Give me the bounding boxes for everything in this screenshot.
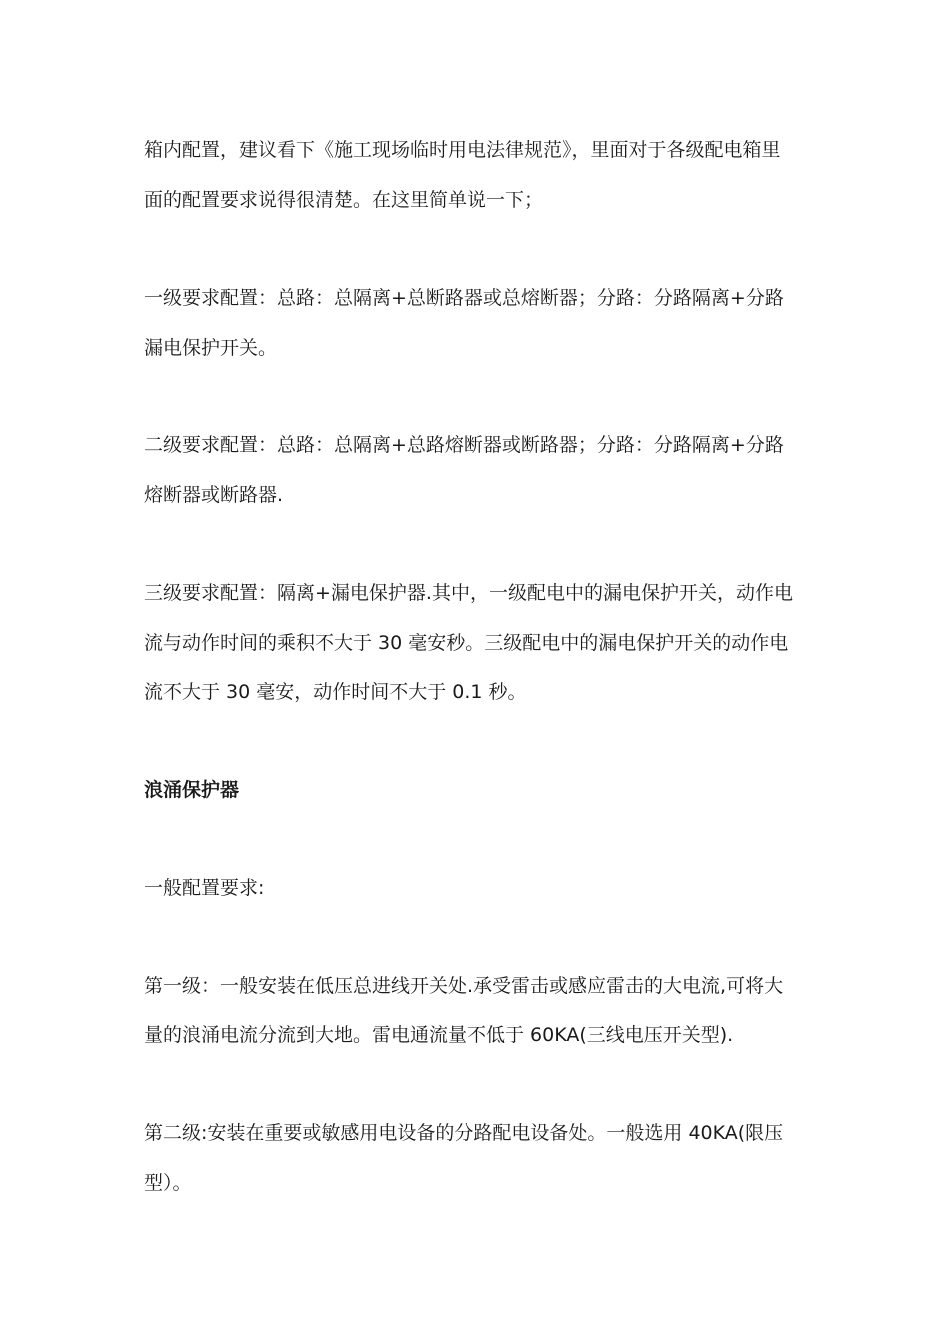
paragraph-level3-line-3: 流不大于 30 毫安，动作时间不大于 0.1 秒。 (144, 681, 527, 703)
paragraph-level2-line-2: 熔断器或断路器. (144, 484, 284, 506)
section-heading-surge-protector: 浪涌保护器 (144, 779, 240, 801)
paragraph-level3-line-1: 三级要求配置：隔离+漏电保护器.其中，一级配电中的漏电保护开关，动作电 (144, 582, 793, 604)
paragraph-level1-line-1: 一级要求配置：总路：总隔离+总断路器或总熔断器；分路：分路隔离+分路 (144, 287, 784, 309)
paragraph-intro-line-2: 面的配置要求说得很清楚。在这里简单说一下； (144, 189, 544, 211)
paragraph-level1-line-2: 漏电保护开关。 (144, 337, 278, 359)
paragraph-level2-line-1: 二级要求配置：总路：总隔离+总路熔断器或断路器；分路：分路隔离+分路 (144, 434, 784, 456)
paragraph-stage2-line-1: 第二级:安装在重要或敏感用电设备的分路配电设备处。一般选用 40KA(限压 (144, 1122, 784, 1144)
paragraph-level3-line-2: 流与动作时间的乘积不大于 30 毫安秒。三级配电中的漏电保护开关的动作电 (144, 632, 789, 654)
paragraph-stage1-line-1: 第一级：一般安装在低压总进线开关处.承受雷击或感应雷击的大电流,可将大 (144, 975, 784, 997)
paragraph-general-requirements: 一般配置要求: (144, 877, 265, 899)
paragraph-stage2-line-2: 型）。 (144, 1172, 192, 1194)
paragraph-intro-line-1: 箱内配置，建议看下《施工现场临时用电法律规范》，里面对于各级配电箱里 (144, 139, 781, 161)
paragraph-stage1-line-2: 量的浪涌电流分流到大地。雷电通流量不低于 60KA(三线电压开关型). (144, 1024, 734, 1046)
